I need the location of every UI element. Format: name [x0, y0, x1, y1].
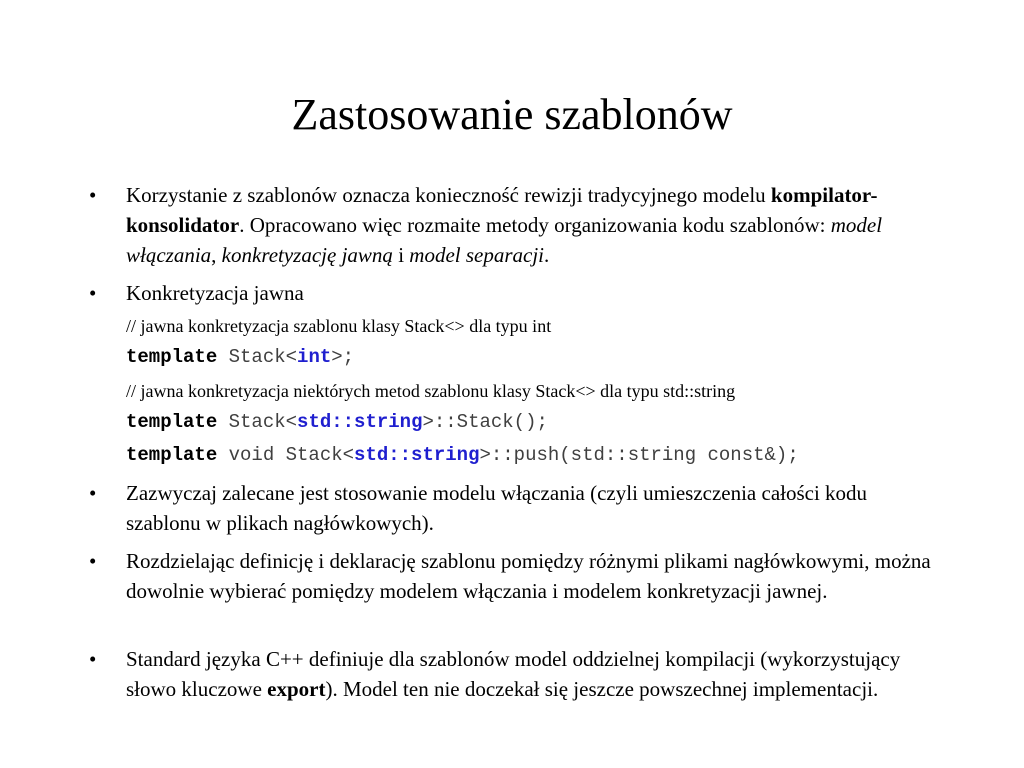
- bullet-text: . Opracowano więc rozmaite metody organizowania kodu szablonów:: [239, 213, 831, 237]
- bullet-item-inclusion-model: [89, 478, 946, 538]
- code-type: std::string: [354, 444, 480, 466]
- bullet-item-export-keyword: [89, 644, 946, 704]
- bullet-text: Zazwyczaj zalecane jest stosowanie modelu włączania (czyli umieszczenia całości kodu szablonu w plikach nagłówkowych).: [126, 481, 868, 535]
- code-text: void Stack<: [217, 444, 355, 466]
- bullet-text: Korzystanie z szablonów oznacza konieczność rewizji tradycyjnego modelu: [126, 183, 771, 207]
- bullet-item-templates-compilation: [89, 180, 946, 270]
- bullet-marker: •: [89, 481, 97, 505]
- bullet-text: Konkretyzacja jawna: [126, 281, 304, 305]
- bullet-text: ). Model ten nie doczekał się jeszcze powszechnej implementacji.: [325, 677, 879, 701]
- code-text: >::Stack();: [422, 411, 548, 433]
- code-text: Stack<: [217, 411, 298, 433]
- code-keyword: template: [126, 444, 218, 466]
- bullet-italic-term: model separacji: [409, 243, 545, 267]
- bullet-bold-term: kompilator-konsolidator: [126, 183, 878, 237]
- code-text: Stack<: [217, 346, 298, 368]
- code-type: std::string: [297, 411, 423, 433]
- bullet-marker: •: [89, 549, 97, 573]
- bullet-text: ,: [211, 243, 222, 267]
- bullet-marker: •: [89, 281, 97, 305]
- bullet-item-separate-headers: [89, 546, 946, 606]
- bullet-italic-term: konkretyzację jawną: [221, 243, 393, 267]
- bullet-item-explicit-instantiation: [89, 278, 946, 308]
- slide-title: Zastosowanie szablonów: [291, 90, 733, 140]
- bullet-italic-term: model włączania: [126, 213, 883, 267]
- code-line: [126, 442, 986, 468]
- code-type: int: [297, 346, 332, 368]
- code-comment: // jawna konkretyzacja niektórych metod szablonu klasy Stack<> dla typu std::string: [126, 381, 736, 401]
- code-comment: // jawna konkretyzacja szablonu klasy Stack<> dla typu int: [126, 316, 552, 336]
- bullet-text: .: [544, 243, 550, 267]
- bullet-marker: •: [89, 183, 97, 207]
- bullet-text: Rozdzielając definicję i deklarację szablonu pomiędzy różnymi plikami nagłówkowymi, można dowolnie wybierać pomiędzy modelem włączania i modelem konkretyzacji jawnej.: [126, 549, 931, 603]
- bullet-text: Standard języka C++ definiuje dla szablonów model oddzielnej kompilacji (wykorzystujący słowo kluczowe: [126, 647, 901, 701]
- code-line: [126, 344, 986, 370]
- code-line: [126, 409, 986, 435]
- bullet-bold-term: export: [267, 677, 326, 701]
- bullet-marker: •: [89, 647, 97, 671]
- code-text: >::push(std::string const&);: [479, 444, 799, 466]
- code-keyword: template: [126, 411, 218, 433]
- bullet-text: i: [392, 243, 410, 267]
- code-keyword: template: [126, 346, 218, 368]
- code-text: >;: [331, 346, 355, 368]
